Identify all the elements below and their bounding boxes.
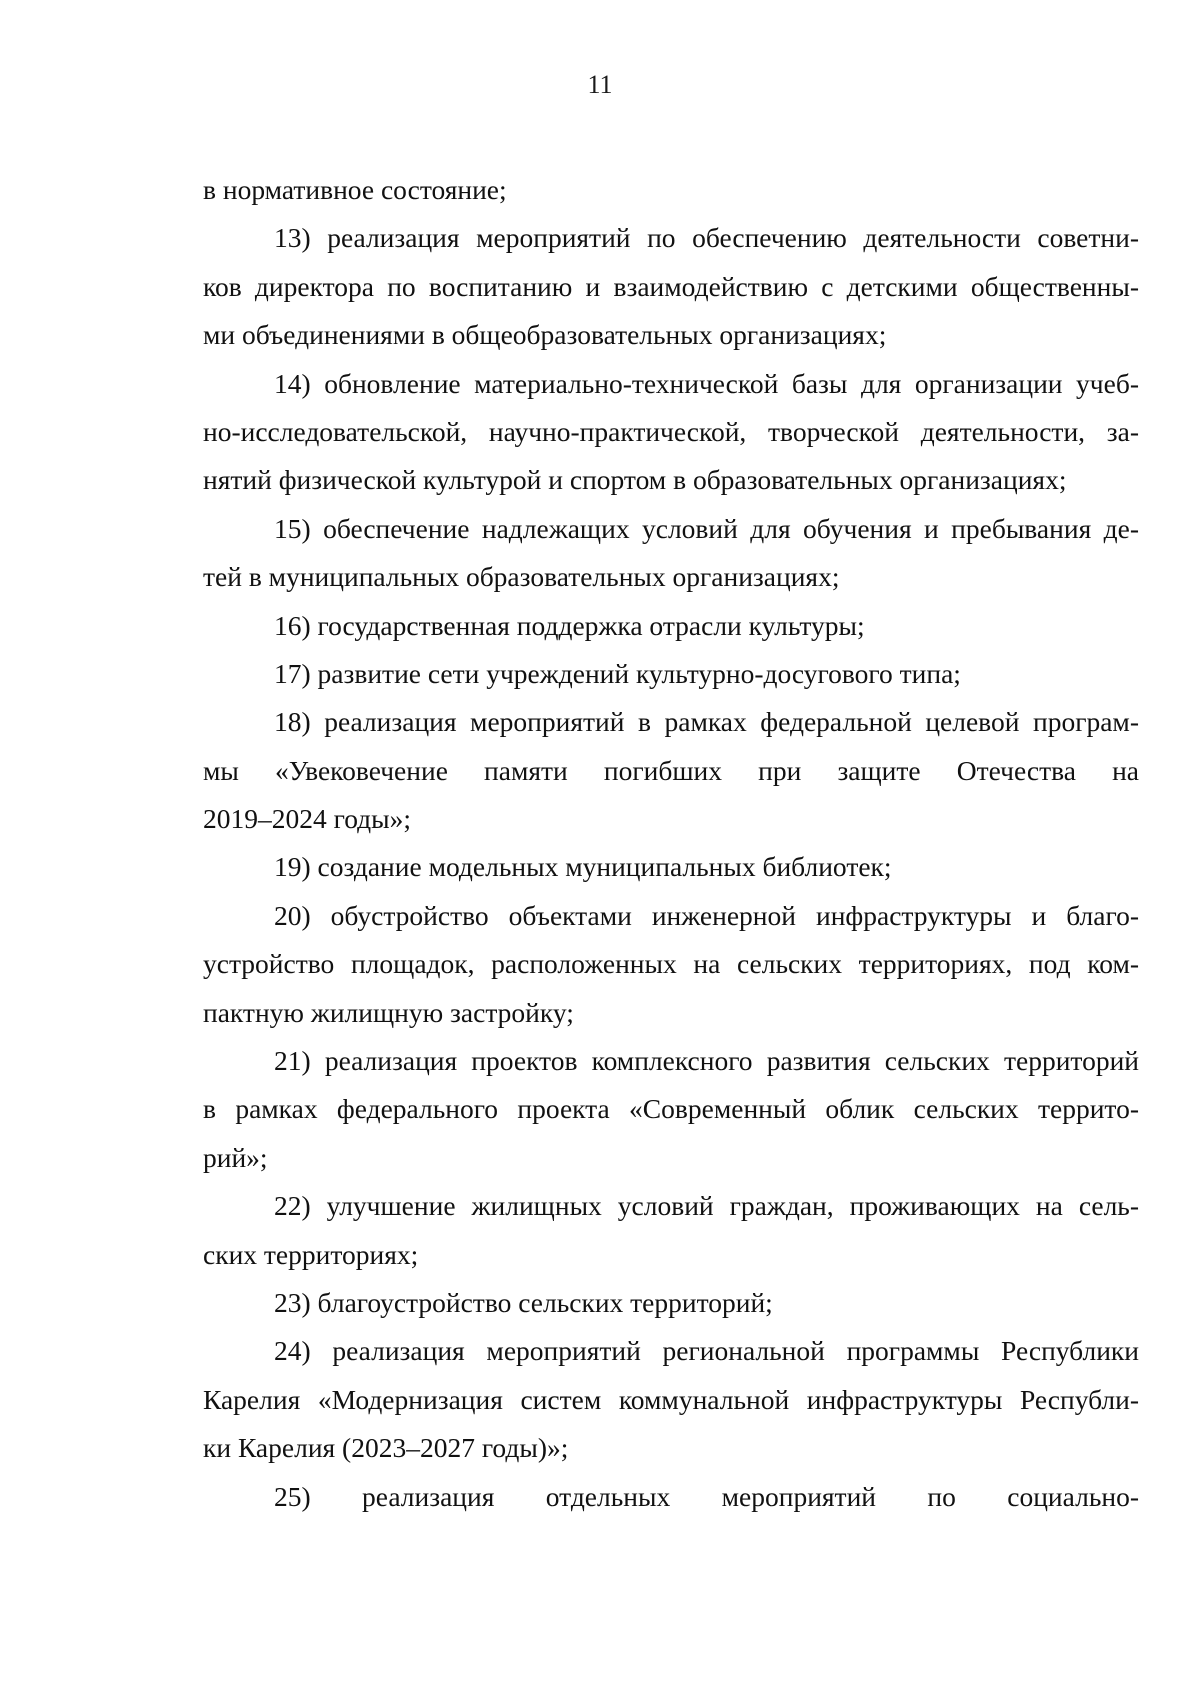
text-line: устройство площадок, расположенных на сельских территориях, под ком- — [203, 948, 1139, 980]
text-line: 18) реализация мероприятий в рамках федеральной целевой програм- — [274, 706, 1139, 738]
text-line: ских территориях; — [203, 1238, 419, 1270]
text-line: 25) реализация отдельных мероприятий по социально- — [274, 1480, 1139, 1512]
text-line: 19) создание модельных муниципальных библиотек; — [274, 851, 892, 883]
text-line: 22) улучшение жилищных условий граждан, проживающих на сель- — [274, 1190, 1139, 1222]
text-line: рий»; — [203, 1141, 268, 1173]
text-line: ми объединениями в общеобразовательных организациях; — [203, 319, 887, 351]
text-line: Карелия «Модернизация систем коммунальной инфраструктуры Республи- — [203, 1383, 1139, 1415]
text-line: 24) реализация мероприятий региональной программы Республики — [274, 1335, 1139, 1367]
text-line: 23) благоустройство сельских территорий; — [274, 1286, 773, 1318]
text-line: пактную жилищную застройку; — [203, 996, 574, 1028]
text-line: в рамках федерального проекта «Современный облик сельских террито- — [203, 1093, 1139, 1125]
text-line: ков директора по воспитанию и взаимодействию с детскими общественны- — [203, 270, 1139, 302]
text-line: ки Карелия (2023–2027 годы)»; — [203, 1432, 569, 1464]
text-line: 13) реализация мероприятий по обеспечению деятельности советни- — [274, 222, 1139, 254]
text-line: 14) обновление материально-технической базы для организации учеб- — [274, 367, 1139, 399]
text-line: 21) реализация проектов комплексного развития сельских территорий — [274, 1045, 1139, 1077]
text-line: 20) обустройство объектами инженерной инфраструктуры и благо- — [274, 899, 1139, 931]
page-number: 11 — [587, 70, 613, 99]
text-line: 16) государственная поддержка отрасли культуры; — [274, 609, 865, 641]
text-line: нятий физической культурой и спортом в образовательных организациях; — [203, 464, 1067, 496]
text-line: но-исследовательской, научно-практической, творческой деятельности, за- — [203, 415, 1139, 447]
text-line: 15) обеспечение надлежащих условий для обучения и пребывания де- — [274, 512, 1139, 544]
text-line: 2019–2024 годы»; — [203, 803, 412, 835]
text-line: тей в муниципальных образовательных организациях; — [203, 561, 840, 593]
text-line: мы «Увековечение памяти погибших при защите Отечества на — [203, 754, 1139, 786]
text-line: 17) развитие сети учреждений культурно-досугового типа; — [274, 657, 961, 689]
text-line: в нормативное состояние; — [203, 174, 507, 205]
document-body — [203, 166, 1139, 1521]
